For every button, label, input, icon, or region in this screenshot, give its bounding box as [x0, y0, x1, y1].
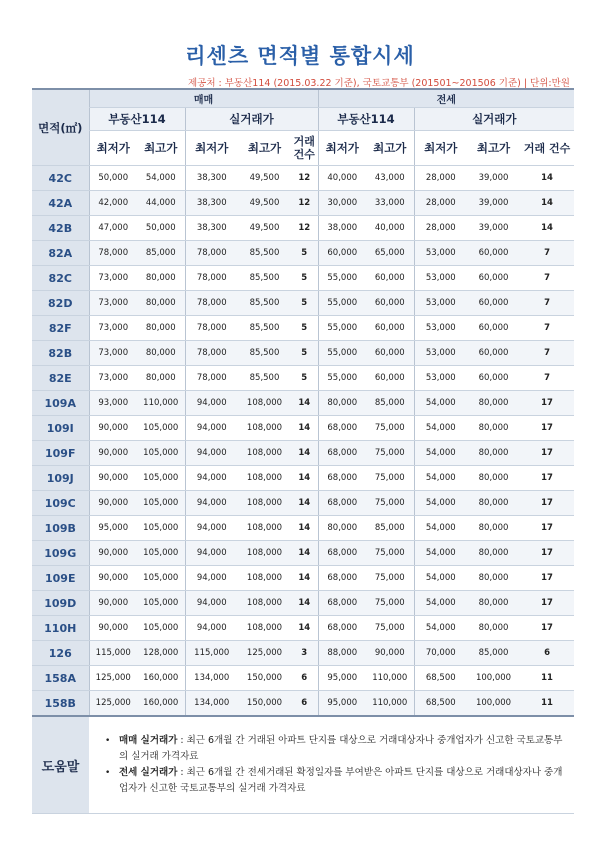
jeonse-r114-min: 55,000 — [318, 316, 366, 341]
jeonse-r114-max: 33,000 — [366, 191, 414, 216]
sale-r114-min: 125,000 — [89, 691, 137, 717]
jeonse-count: 7 — [520, 316, 574, 341]
area-cell: 42B — [32, 216, 89, 241]
jeonse-actual-min: 54,000 — [414, 441, 467, 466]
table-row — [32, 166, 574, 191]
sale-r114-max: 105,000 — [137, 516, 185, 541]
sale-actual-min: 94,000 — [185, 466, 238, 491]
sale-r114-max: 80,000 — [137, 341, 185, 366]
area-cell: 109C — [32, 491, 89, 516]
jeonse-count: 17 — [520, 566, 574, 591]
table-row — [32, 416, 574, 441]
sale-count: 14 — [291, 541, 318, 566]
sale-actual-min: 94,000 — [185, 541, 238, 566]
sale-count: 14 — [291, 416, 318, 441]
jeonse-r114-min: 38,000 — [318, 216, 366, 241]
bullet-icon: • — [105, 736, 111, 746]
sale-r114-max: 50,000 — [137, 216, 185, 241]
jeonse-count: 14 — [520, 191, 574, 216]
area-cell: 42A — [32, 191, 89, 216]
jeonse-r114-max: 75,000 — [366, 416, 414, 441]
sale-r114-min: 90,000 — [89, 616, 137, 641]
table-row — [32, 566, 574, 591]
jeonse-r114-min: 68,000 — [318, 591, 366, 616]
sale-actual-min: 78,000 — [185, 291, 238, 316]
sale-actual-min: 94,000 — [185, 491, 238, 516]
sale-count: 14 — [291, 491, 318, 516]
jeonse-actual-min: 54,000 — [414, 516, 467, 541]
jeonse-count: 17 — [520, 591, 574, 616]
jeonse-r114-min: 68,000 — [318, 466, 366, 491]
jeonse-count: 17 — [520, 491, 574, 516]
jeonse-actual-min: 53,000 — [414, 241, 467, 266]
sale-actual-max: 108,000 — [238, 466, 291, 491]
jeonse-actual-min: 54,000 — [414, 391, 467, 416]
jeonse-r114-max: 75,000 — [366, 566, 414, 591]
jeonse-actual-header: 실거래가 — [414, 108, 574, 131]
sale-count: 14 — [291, 566, 318, 591]
table-row — [32, 641, 574, 666]
help-item — [105, 765, 564, 797]
jeonse-actual-max: 60,000 — [467, 341, 520, 366]
sale-actual-max: 85,500 — [238, 266, 291, 291]
jeonse-actual-max: 80,000 — [467, 441, 520, 466]
area-header: 면적(㎡) — [32, 89, 89, 166]
sale-actual-max: 108,000 — [238, 391, 291, 416]
jeonse-count: 17 — [520, 516, 574, 541]
jeonse-r114-min: 55,000 — [318, 291, 366, 316]
sale-r114-max: 85,000 — [137, 241, 185, 266]
jeonse-r114-max: 60,000 — [366, 291, 414, 316]
sale-actual-min: 78,000 — [185, 341, 238, 366]
jeonse-actual-min: 28,000 — [414, 191, 467, 216]
sale-actual-min: 94,000 — [185, 591, 238, 616]
sale-r114-max: 105,000 — [137, 441, 185, 466]
table-row — [32, 541, 574, 566]
sale-actual-min: 78,000 — [185, 316, 238, 341]
jeonse-actual-max: 39,000 — [467, 191, 520, 216]
jeonse-r114-min: 55,000 — [318, 341, 366, 366]
jeonse-count: 7 — [520, 291, 574, 316]
area-cell: 158B — [32, 691, 89, 717]
jeonse-actual-max: 80,000 — [467, 391, 520, 416]
jeonse-actual-min: 54,000 — [414, 591, 467, 616]
sale-r114-max: 105,000 — [137, 491, 185, 516]
help-item — [105, 733, 564, 765]
sale-r114-max: 105,000 — [137, 616, 185, 641]
sale-count: 14 — [291, 616, 318, 641]
sale-r114-max: 54,000 — [137, 166, 185, 191]
sale-actual-max: 108,000 — [238, 441, 291, 466]
price-table — [32, 88, 574, 814]
sale-count: 14 — [291, 441, 318, 466]
jeonse-actual-max: 80,000 — [467, 416, 520, 441]
jeonse-r114-max: 60,000 — [366, 366, 414, 391]
jeonse-count: 17 — [520, 441, 574, 466]
sale-count: 5 — [291, 341, 318, 366]
sale-actual-min: 78,000 — [185, 266, 238, 291]
sale-header: 매매 — [89, 89, 318, 108]
area-cell: 82D — [32, 291, 89, 316]
sale-count: 5 — [291, 316, 318, 341]
jeonse-r114-max: 110,000 — [366, 691, 414, 717]
col-count: 거래 건수 — [520, 131, 574, 166]
area-cell: 109F — [32, 441, 89, 466]
jeonse-count: 7 — [520, 241, 574, 266]
jeonse-count: 11 — [520, 691, 574, 717]
jeonse-actual-min: 53,000 — [414, 316, 467, 341]
sale-actual-min: 94,000 — [185, 441, 238, 466]
jeonse-actual-min: 53,000 — [414, 291, 467, 316]
sale-count: 12 — [291, 191, 318, 216]
jeonse-r114-min: 68,000 — [318, 441, 366, 466]
table-row — [32, 616, 574, 641]
sale-r114-max: 105,000 — [137, 591, 185, 616]
area-cell: 126 — [32, 641, 89, 666]
jeonse-actual-max: 80,000 — [467, 541, 520, 566]
jeonse-count: 17 — [520, 541, 574, 566]
jeonse-r114-max: 75,000 — [366, 591, 414, 616]
jeonse-actual-min: 54,000 — [414, 416, 467, 441]
sale-r114-max: 80,000 — [137, 266, 185, 291]
jeonse-r114-max: 75,000 — [366, 616, 414, 641]
sale-actual-max: 108,000 — [238, 591, 291, 616]
sale-actual-min: 78,000 — [185, 241, 238, 266]
table-row — [32, 291, 574, 316]
help-key: 매매 실거래가 — [119, 735, 178, 746]
sale-actual-max: 85,500 — [238, 366, 291, 391]
sale-r114-max: 105,000 — [137, 416, 185, 441]
sale-count: 14 — [291, 516, 318, 541]
jeonse-actual-max: 60,000 — [467, 316, 520, 341]
help-text: : 최근 6개월 간 전세거래된 확정일자를 부여받은 아파트 단지를 대상으로 거래대상자나 중개업자가 신고한 국토교통부의 실거래 가격자료 — [119, 767, 563, 794]
sale-count: 14 — [291, 591, 318, 616]
sale-r114-max: 80,000 — [137, 316, 185, 341]
jeonse-actual-max: 100,000 — [467, 691, 520, 717]
jeonse-r114-min: 95,000 — [318, 666, 366, 691]
sale-r114-min: 50,000 — [89, 166, 137, 191]
sale-actual-min: 94,000 — [185, 391, 238, 416]
sale-r114-min: 73,000 — [89, 316, 137, 341]
sale-count: 5 — [291, 266, 318, 291]
sale-actual-max: 85,500 — [238, 241, 291, 266]
sale-count: 5 — [291, 366, 318, 391]
jeonse-count: 7 — [520, 266, 574, 291]
sale-count: 6 — [291, 691, 318, 717]
sale-r114-max: 110,000 — [137, 391, 185, 416]
sale-r114-min: 73,000 — [89, 341, 137, 366]
sale-r114-min: 95,000 — [89, 516, 137, 541]
jeonse-r114-max: 40,000 — [366, 216, 414, 241]
col-max: 최고가 — [238, 131, 291, 166]
jeonse-actual-max: 60,000 — [467, 266, 520, 291]
sale-r114-max: 160,000 — [137, 691, 185, 717]
jeonse-actual-min: 54,000 — [414, 566, 467, 591]
sale-actual-min: 134,000 — [185, 691, 238, 717]
area-cell: 109D — [32, 591, 89, 616]
sale-r114-min: 73,000 — [89, 291, 137, 316]
jeonse-r114-max: 60,000 — [366, 266, 414, 291]
area-cell: 109J — [32, 466, 89, 491]
jeonse-actual-max: 80,000 — [467, 491, 520, 516]
sale-r114-max: 80,000 — [137, 291, 185, 316]
jeonse-actual-min: 68,500 — [414, 691, 467, 717]
help-key: 전세 실거래가 — [119, 767, 178, 778]
jeonse-actual-min: 53,000 — [414, 341, 467, 366]
sale-actual-max: 49,500 — [238, 191, 291, 216]
jeonse-r114-max: 85,000 — [366, 516, 414, 541]
jeonse-count: 14 — [520, 166, 574, 191]
jeonse-r114-max: 65,000 — [366, 241, 414, 266]
area-cell: 82C — [32, 266, 89, 291]
sale-actual-min: 94,000 — [185, 616, 238, 641]
sale-r114-max: 80,000 — [137, 366, 185, 391]
jeonse-actual-min: 54,000 — [414, 616, 467, 641]
table-row — [32, 466, 574, 491]
jeonse-actual-max: 39,000 — [467, 216, 520, 241]
sale-actual-max: 108,000 — [238, 416, 291, 441]
source-note: 제공처 : 부동산114 (2015.03.22 기준), 국토교통부 (201501~201506 기준) | 단위:만원 — [187, 78, 570, 89]
sale-r114-min: 73,000 — [89, 366, 137, 391]
table-row — [32, 191, 574, 216]
page-title: 리센츠 면적별 통합시세 — [185, 44, 415, 68]
sale-r114-min: 90,000 — [89, 441, 137, 466]
jeonse-actual-min: 54,000 — [414, 541, 467, 566]
sale-actual-min: 134,000 — [185, 666, 238, 691]
jeonse-actual-max: 80,000 — [467, 516, 520, 541]
table-row — [32, 216, 574, 241]
sale-actual-max: 85,500 — [238, 291, 291, 316]
sale-count: 6 — [291, 666, 318, 691]
table-row — [32, 491, 574, 516]
sale-actual-max: 49,500 — [238, 166, 291, 191]
jeonse-r114-max: 43,000 — [366, 166, 414, 191]
table-row — [32, 341, 574, 366]
col-max: 최고가 — [137, 131, 185, 166]
jeonse-r114-min: 68,000 — [318, 566, 366, 591]
sale-r114-min: 93,000 — [89, 391, 137, 416]
jeonse-actual-max: 60,000 — [467, 366, 520, 391]
sale-count: 12 — [291, 166, 318, 191]
sale-actual-max: 108,000 — [238, 566, 291, 591]
sale-r114-min: 90,000 — [89, 541, 137, 566]
table-row — [32, 391, 574, 416]
jeonse-r114-min: 55,000 — [318, 366, 366, 391]
sale-count: 14 — [291, 466, 318, 491]
col-count: 거래 건수 — [291, 131, 318, 166]
jeonse-r114-max: 60,000 — [366, 341, 414, 366]
area-cell: 82F — [32, 316, 89, 341]
sale-r114-min: 73,000 — [89, 266, 137, 291]
sale-count: 5 — [291, 291, 318, 316]
sale-r114-min: 90,000 — [89, 416, 137, 441]
jeonse-count: 6 — [520, 641, 574, 666]
jeonse-actual-max: 80,000 — [467, 591, 520, 616]
area-cell: 109A — [32, 391, 89, 416]
sale-r114-max: 105,000 — [137, 541, 185, 566]
jeonse-r114-min: 68,000 — [318, 541, 366, 566]
sale-r114-max: 105,000 — [137, 566, 185, 591]
jeonse-count: 7 — [520, 341, 574, 366]
jeonse-r114-max: 75,000 — [366, 466, 414, 491]
jeonse-r114-min: 60,000 — [318, 241, 366, 266]
jeonse-actual-max: 80,000 — [467, 566, 520, 591]
table-row — [32, 516, 574, 541]
table-row — [32, 441, 574, 466]
jeonse-count: 17 — [520, 466, 574, 491]
sale-actual-max: 108,000 — [238, 616, 291, 641]
jeonse-actual-min: 28,000 — [414, 216, 467, 241]
table-row — [32, 691, 574, 717]
sale-count: 3 — [291, 641, 318, 666]
area-cell: 110H — [32, 616, 89, 641]
sale-count: 12 — [291, 216, 318, 241]
jeonse-actual-min: 68,500 — [414, 666, 467, 691]
col-max: 최고가 — [366, 131, 414, 166]
jeonse-actual-max: 39,000 — [467, 166, 520, 191]
col-min: 최저가 — [89, 131, 137, 166]
table-row — [32, 591, 574, 616]
jeonse-r114-max: 60,000 — [366, 316, 414, 341]
sale-r114-min: 42,000 — [89, 191, 137, 216]
sale-r114-max: 128,000 — [137, 641, 185, 666]
jeonse-count: 11 — [520, 666, 574, 691]
jeonse-actual-max: 80,000 — [467, 466, 520, 491]
sale-actual-min: 94,000 — [185, 416, 238, 441]
sale-r114-min: 125,000 — [89, 666, 137, 691]
sale-actual-max: 108,000 — [238, 516, 291, 541]
area-cell: 109G — [32, 541, 89, 566]
help-notes — [89, 716, 574, 814]
sale-actual-min: 94,000 — [185, 566, 238, 591]
sale-actual-min: 38,300 — [185, 216, 238, 241]
sale-actual-min: 78,000 — [185, 366, 238, 391]
table-row — [32, 366, 574, 391]
sale-actual-min: 38,300 — [185, 191, 238, 216]
area-cell: 42C — [32, 166, 89, 191]
jeonse-r114-min: 80,000 — [318, 391, 366, 416]
jeonse-r114-min: 95,000 — [318, 691, 366, 717]
jeonse-r114-max: 75,000 — [366, 541, 414, 566]
jeonse-r114-max: 110,000 — [366, 666, 414, 691]
area-cell: 82B — [32, 341, 89, 366]
sale-count: 5 — [291, 241, 318, 266]
jeonse-count: 7 — [520, 366, 574, 391]
jeonse-count: 14 — [520, 216, 574, 241]
jeonse-r114-min: 55,000 — [318, 266, 366, 291]
table-row — [32, 266, 574, 291]
jeonse-count: 17 — [520, 391, 574, 416]
jeonse-header: 전세 — [318, 89, 574, 108]
sale-r114-min: 90,000 — [89, 566, 137, 591]
jeonse-r114-min: 68,000 — [318, 491, 366, 516]
table-row — [32, 241, 574, 266]
help-label: 도움말 — [32, 716, 89, 814]
jeonse-r114-min: 68,000 — [318, 616, 366, 641]
jeonse-r114-min: 40,000 — [318, 166, 366, 191]
jeonse-actual-min: 54,000 — [414, 466, 467, 491]
sale-r114-header: 부동산114 — [89, 108, 185, 131]
jeonse-actual-min: 53,000 — [414, 266, 467, 291]
sale-actual-min: 38,300 — [185, 166, 238, 191]
area-cell: 109I — [32, 416, 89, 441]
col-min: 최저가 — [185, 131, 238, 166]
sale-actual-max: 49,500 — [238, 216, 291, 241]
jeonse-actual-min: 54,000 — [414, 491, 467, 516]
jeonse-r114-header: 부동산114 — [318, 108, 414, 131]
jeonse-count: 17 — [520, 416, 574, 441]
table-row — [32, 316, 574, 341]
sale-r114-min: 90,000 — [89, 491, 137, 516]
jeonse-r114-max: 75,000 — [366, 441, 414, 466]
col-min: 최저가 — [414, 131, 467, 166]
jeonse-r114-min: 88,000 — [318, 641, 366, 666]
sale-r114-max: 160,000 — [137, 666, 185, 691]
help-text: : 최근 6개월 간 거래된 아파트 단지를 대상으로 거래대상자나 중개업자가 신고한 국토교통부의 실거래 가격자료 — [119, 735, 563, 762]
sale-count: 14 — [291, 391, 318, 416]
jeonse-r114-min: 80,000 — [318, 516, 366, 541]
area-cell: 109E — [32, 566, 89, 591]
col-min: 최저가 — [318, 131, 366, 166]
sale-actual-max: 85,500 — [238, 341, 291, 366]
area-cell: 109B — [32, 516, 89, 541]
table-row — [32, 666, 574, 691]
bullet-icon: • — [105, 768, 111, 778]
jeonse-count: 17 — [520, 616, 574, 641]
sale-actual-min: 94,000 — [185, 516, 238, 541]
sale-actual-max: 85,500 — [238, 316, 291, 341]
jeonse-r114-max: 90,000 — [366, 641, 414, 666]
sale-actual-max: 125,000 — [238, 641, 291, 666]
sale-r114-min: 47,000 — [89, 216, 137, 241]
sale-actual-max: 108,000 — [238, 491, 291, 516]
area-cell: 82E — [32, 366, 89, 391]
jeonse-r114-min: 68,000 — [318, 416, 366, 441]
jeonse-actual-min: 70,000 — [414, 641, 467, 666]
jeonse-actual-max: 60,000 — [467, 241, 520, 266]
sale-actual-min: 115,000 — [185, 641, 238, 666]
col-max: 최고가 — [467, 131, 520, 166]
sale-actual-max: 150,000 — [238, 666, 291, 691]
jeonse-actual-max: 85,000 — [467, 641, 520, 666]
area-cell: 82A — [32, 241, 89, 266]
sale-actual-max: 108,000 — [238, 541, 291, 566]
sale-r114-max: 44,000 — [137, 191, 185, 216]
area-cell: 158A — [32, 666, 89, 691]
jeonse-actual-min: 28,000 — [414, 166, 467, 191]
sale-r114-min: 78,000 — [89, 241, 137, 266]
jeonse-actual-min: 53,000 — [414, 366, 467, 391]
sale-actual-header: 실거래가 — [185, 108, 318, 131]
jeonse-r114-min: 30,000 — [318, 191, 366, 216]
jeonse-r114-max: 75,000 — [366, 491, 414, 516]
jeonse-actual-max: 60,000 — [467, 291, 520, 316]
jeonse-actual-max: 80,000 — [467, 616, 520, 641]
sale-r114-min: 115,000 — [89, 641, 137, 666]
jeonse-r114-max: 85,000 — [366, 391, 414, 416]
jeonse-actual-max: 100,000 — [467, 666, 520, 691]
sale-r114-max: 105,000 — [137, 466, 185, 491]
sale-actual-max: 150,000 — [238, 691, 291, 717]
sale-r114-min: 90,000 — [89, 591, 137, 616]
sale-r114-min: 90,000 — [89, 466, 137, 491]
